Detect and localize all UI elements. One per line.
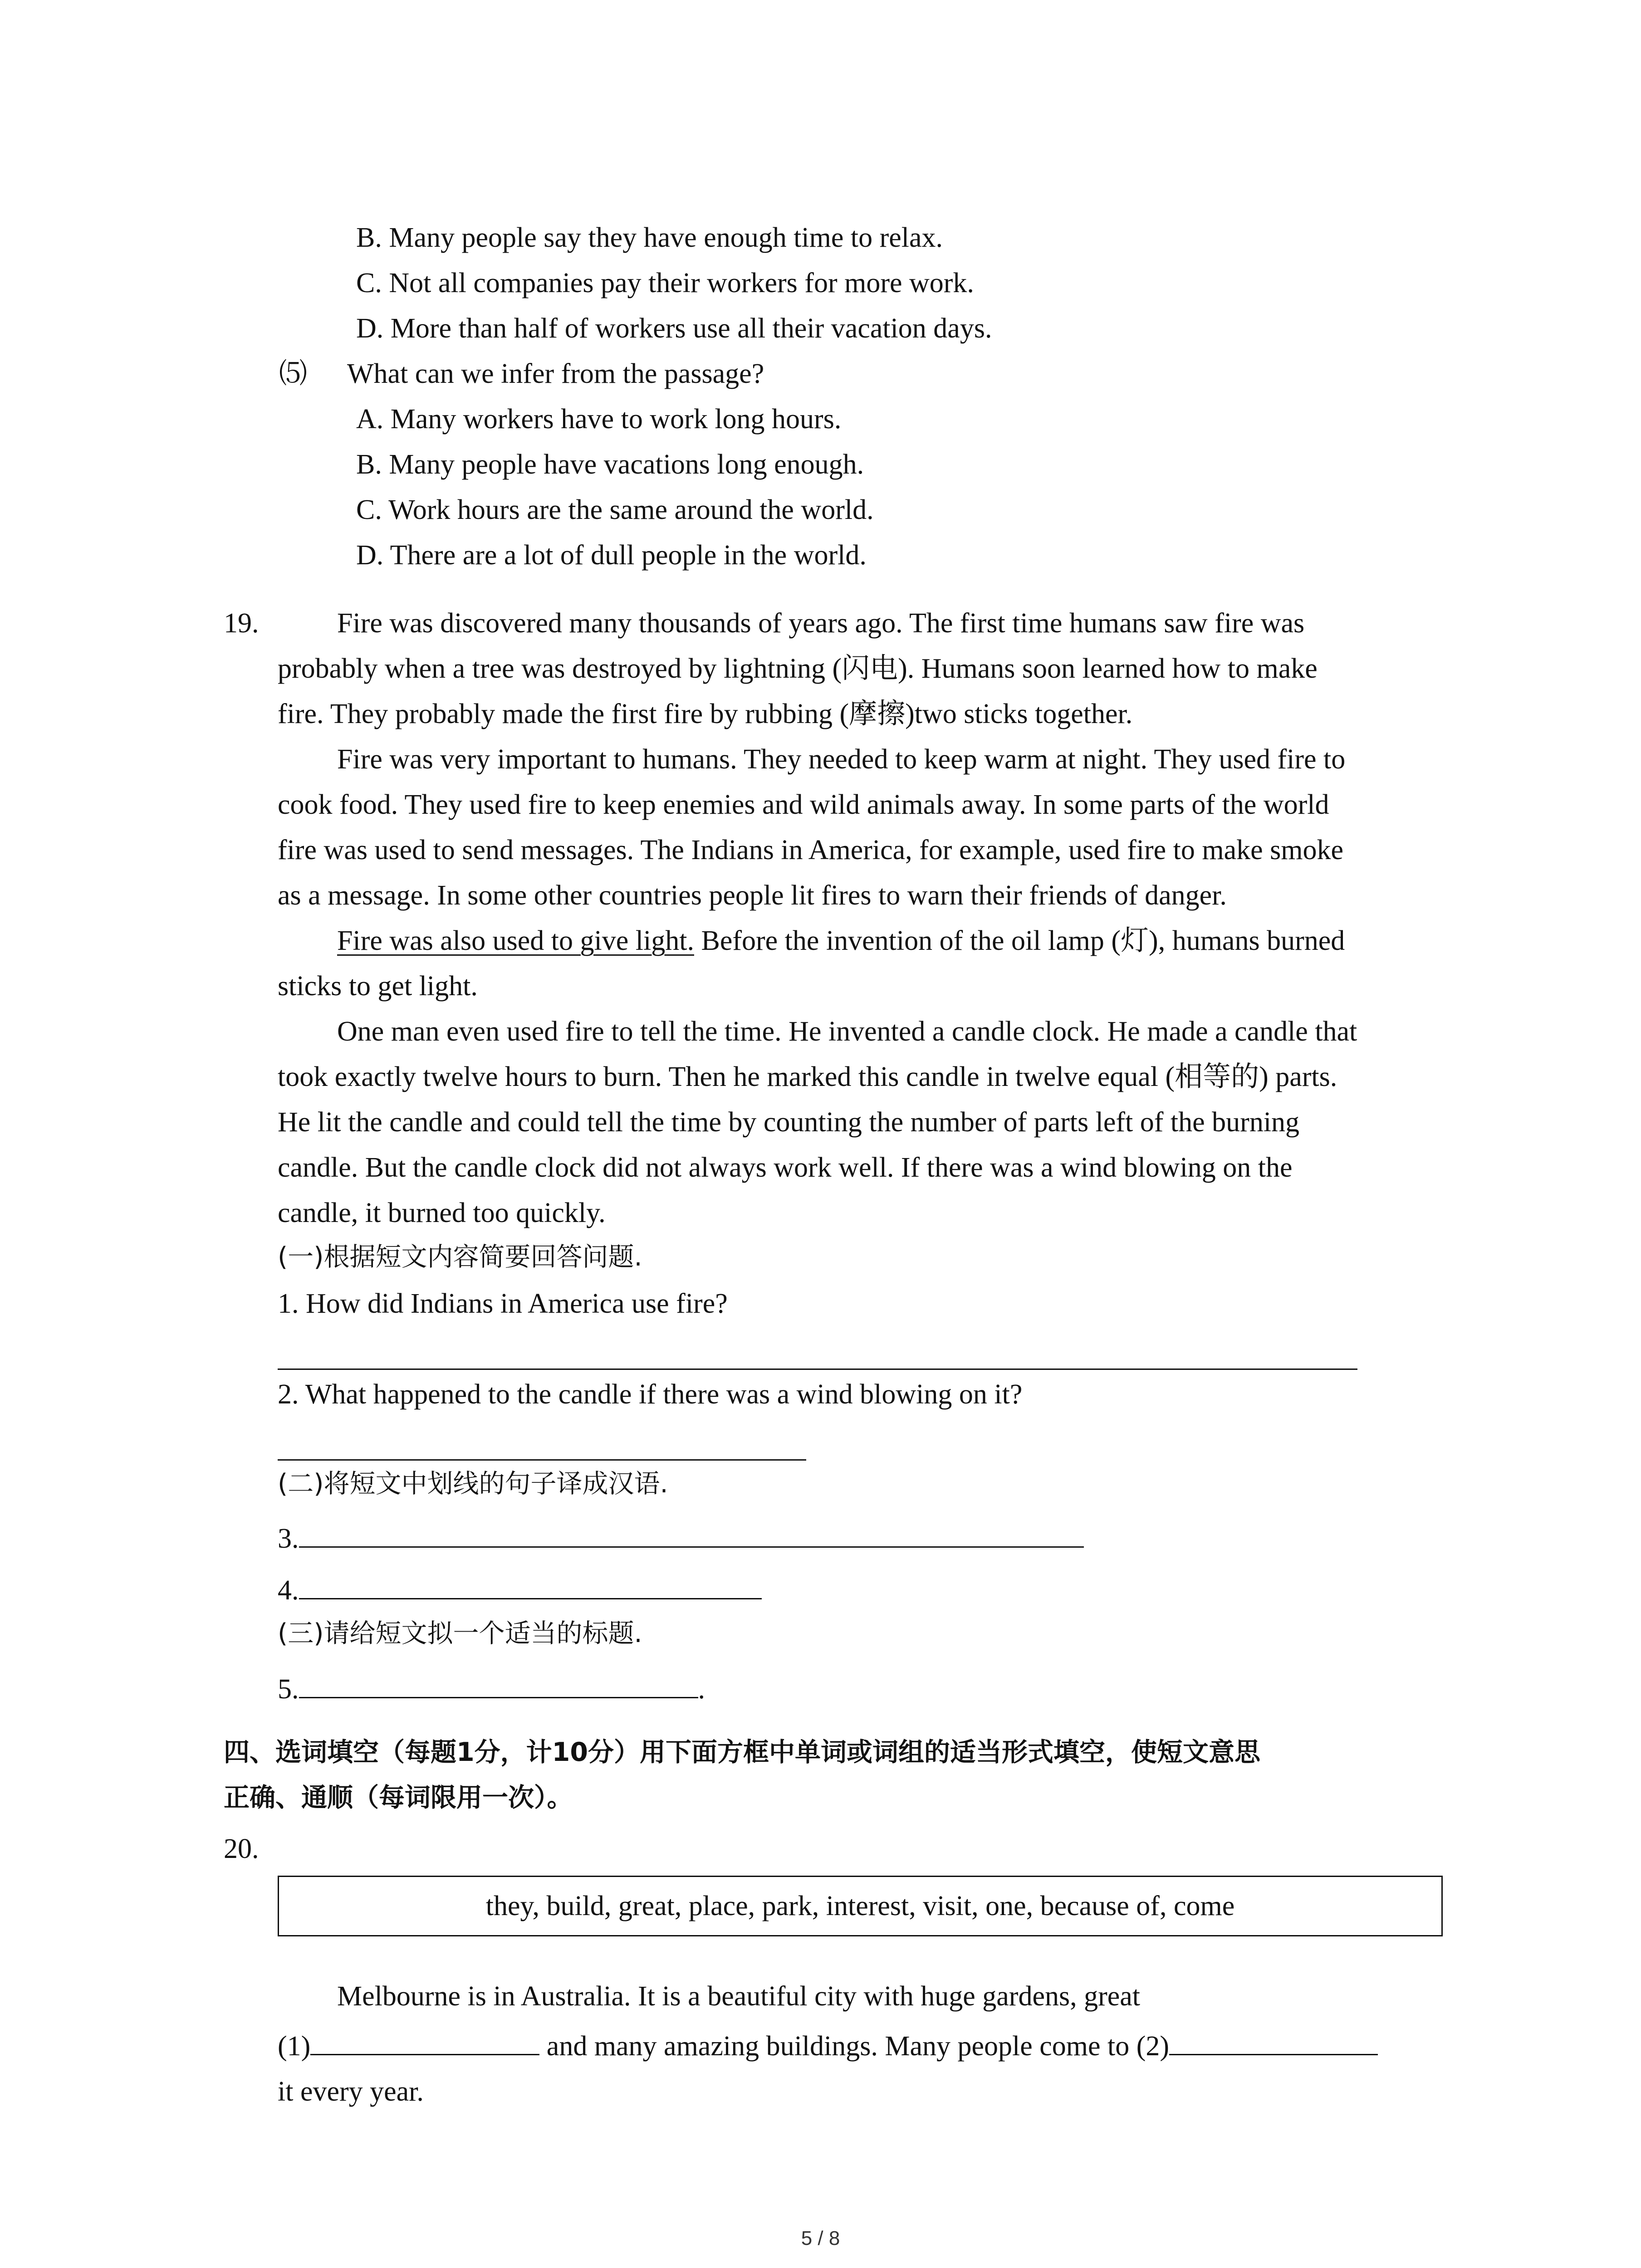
q18-4-option-b: B. Many people say they have enough time to relax. xyxy=(356,222,943,253)
blank1-label: (1) xyxy=(278,2031,311,2062)
answer-line-1[interactable] xyxy=(278,1369,1357,1370)
q18-5-option-b: B. Many people have vacations long enough. xyxy=(356,449,864,480)
q19-p4-line1: One man even used fire to tell the time. He invented a candle clock. He made a candle that xyxy=(337,1016,1357,1047)
underlined-sentence: Fire was also used to give light. xyxy=(337,925,694,956)
q19-answer-5-label: 5. xyxy=(278,1674,299,1705)
section4-heading-line1: 四、选词填空（每题1分，计10分）用下面方框中单词或词组的适当形式填空，使短文意思 xyxy=(224,1737,1260,1767)
q19-part3-heading: (三)请给短文拟一个适当的标题. xyxy=(278,1618,642,1648)
q19-answer-4-label: 4. xyxy=(278,1575,299,1606)
answer-line-2[interactable] xyxy=(278,1459,806,1461)
q18-4-option-d: D. More than half of workers use all their vacation days. xyxy=(356,313,992,344)
section4-heading-line2: 正确、通顺（每词限用一次）。 xyxy=(224,1783,573,1813)
q19-number: 19. xyxy=(224,608,259,639)
page-number: 5 / 8 xyxy=(801,2227,840,2249)
q19-p1-line3: fire. They probably made the first fire by rubbing (摩擦)two sticks together. xyxy=(278,699,1133,729)
word-bank-text: they, build, great, place, park, interest, visit, one, because of, come xyxy=(485,1890,1235,1921)
q19-p3-rest: Before the invention of the oil lamp (灯), humans burned xyxy=(694,925,1345,956)
q19-question-1: 1. How did Indians in America use fire? xyxy=(278,1288,728,1319)
q19-p4-line3: He lit the candle and could tell the time by counting the number of parts left of the burning xyxy=(278,1107,1300,1138)
answer-blank-5[interactable] xyxy=(299,1696,698,1698)
q19-p1-line2: probably when a tree was destroyed by lightning (闪电). Humans soon learned how to make xyxy=(278,653,1318,684)
q19-p4-line2: took exactly twelve hours to burn. Then he marked this candle in twelve equal (相等的) parts. xyxy=(278,1061,1337,1092)
q19-p1-line1: Fire was discovered many thousands of years ago. The first time humans saw fire was xyxy=(337,608,1305,639)
answer-blank-20-2[interactable] xyxy=(1169,2053,1378,2055)
word-bank-box xyxy=(278,1876,1443,1936)
q19-answer-5 xyxy=(278,1675,705,1703)
q19-answer-3 xyxy=(278,1525,1084,1553)
q19-answer-3-label: 3. xyxy=(278,1523,299,1554)
q19-part1-heading: (一)根据短文内容简要回答问题. xyxy=(278,1242,642,1272)
q18-5-option-c: C. Work hours are the same around the world. xyxy=(356,494,874,525)
q20-passage-mid: and many amazing buildings. Many people come to (2) xyxy=(539,2031,1170,2062)
q19-question-2: 2. What happened to the candle if there was a wind blowing on it? xyxy=(278,1379,1023,1410)
q19-answer-4 xyxy=(278,1576,762,1604)
q19-p2-line1: Fire was very important to humans. They needed to keep warm at night. They used fire to xyxy=(337,744,1346,775)
q19-p3-line1 xyxy=(337,927,1345,955)
q20-passage-line2 xyxy=(278,2032,1378,2060)
q20-number: 20. xyxy=(224,1833,259,1864)
q18-4-option-c: C. Not all companies pay their workers for more work. xyxy=(356,268,974,298)
q18-5-option-a: A. Many workers have to work long hours. xyxy=(356,404,842,435)
q18-5-option-d: D. There are a lot of dull people in the world. xyxy=(356,540,867,571)
answer-blank-20-1[interactable] xyxy=(310,2053,539,2055)
q19-p2-line2: cook food. They used fire to keep enemies and wild animals away. In some parts of the world xyxy=(278,789,1329,820)
q18-5-question: What can we infer from the passage? xyxy=(347,358,764,389)
q19-p2-line4: as a message. In some other countries people lit fires to warn their friends of danger. xyxy=(278,880,1227,911)
answer-blank-4[interactable] xyxy=(299,1598,762,1599)
q19-p4-line4: candle. But the candle clock did not always work well. If there was a wind blowing on the xyxy=(278,1152,1293,1183)
q19-p2-line3: fire was used to send messages. The Indians in America, for example, used fire to make smoke xyxy=(278,835,1344,865)
q19-answer-5-end: . xyxy=(698,1674,705,1705)
q20-passage-line1: Melbourne is in Australia. It is a beautiful city with huge gardens, great xyxy=(337,1981,1140,2012)
answer-blank-3[interactable] xyxy=(299,1546,1084,1548)
q20-passage-line3: it every year. xyxy=(278,2076,424,2107)
q19-part2-heading: (二)将短文中划线的句子译成汉语. xyxy=(278,1469,668,1499)
q19-p3-line2: sticks to get light. xyxy=(278,971,478,1002)
q19-p4-line5: candle, it burned too quickly. xyxy=(278,1198,606,1228)
q18-5-number: ⑸ xyxy=(279,358,308,389)
